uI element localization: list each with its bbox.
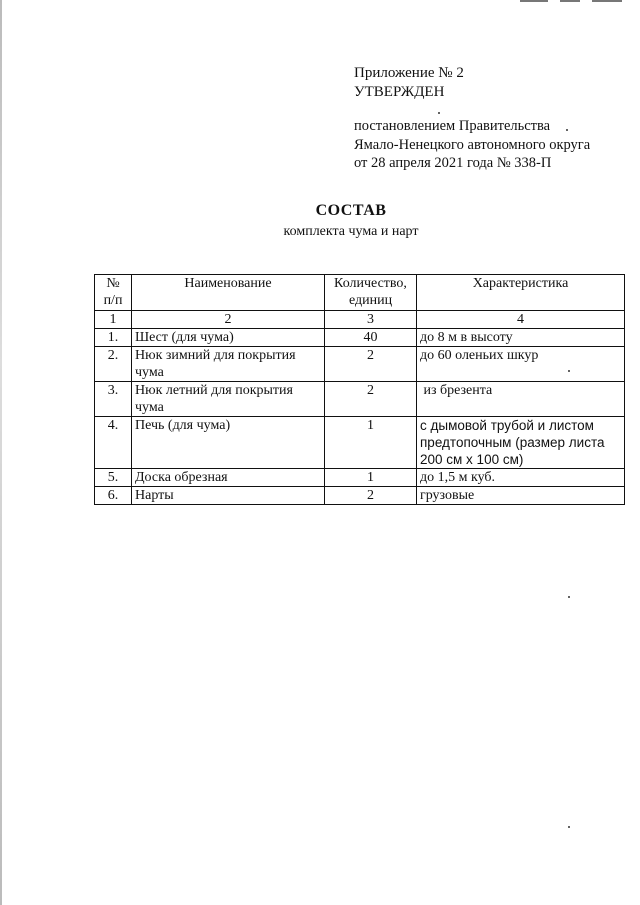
row-qty: 2 [325, 347, 417, 382]
row-name: Нарты [132, 487, 325, 505]
row-name: Нюк летний для покрытия чума [132, 382, 325, 417]
row-num: 5. [95, 469, 132, 487]
appendix-number: Приложение № 2 [354, 65, 464, 81]
column-index: 3 [325, 311, 417, 329]
row-num: 2. [95, 347, 132, 382]
row-qty: 1 [325, 417, 417, 469]
row-num: 3. [95, 382, 132, 417]
approval-line: от 28 апреля 2021 года № 338-П [354, 155, 552, 171]
row-num: 4. [95, 417, 132, 469]
row-name: Шест (для чума) [132, 329, 325, 347]
row-name: Доска обрезная [132, 469, 325, 487]
column-index: 2 [132, 311, 325, 329]
row-name: Печь (для чума) [132, 417, 325, 469]
table-row [95, 382, 625, 417]
row-qty: 40 [325, 329, 417, 347]
column-index: 4 [417, 311, 625, 329]
row-qty: 1 [325, 469, 417, 487]
table-row [95, 347, 625, 382]
row-num: 1. [95, 329, 132, 347]
column-index: 1 [95, 311, 132, 329]
row-qty: 2 [325, 382, 417, 417]
row-name: Нюк зимний для покрытия чума [132, 347, 325, 382]
approval-line: Ямало-Ненецкого автономного округа [354, 136, 591, 153]
row-characteristic: из брезента [417, 382, 625, 417]
scan-edge [0, 0, 2, 905]
scan-speck [568, 596, 570, 598]
row-characteristic: до 1,5 м куб. [417, 469, 625, 487]
row-characteristic: до 60 оленьих шкур [417, 347, 625, 382]
scan-artifact [520, 0, 548, 2]
column-index-row [95, 311, 625, 329]
row-characteristic: до 8 м в высоту [417, 329, 625, 347]
scan-speck [568, 826, 570, 828]
row-characteristic: грузовые [417, 487, 625, 505]
approval-basis [354, 117, 590, 173]
scan-artifact [560, 0, 580, 2]
header-num: № п/п [95, 275, 132, 311]
header-name: Наименование [132, 275, 325, 311]
approval-line: постановлением Правительства [354, 118, 551, 134]
row-num: 6. [95, 487, 132, 505]
header-characteristic: Характеристика [417, 275, 625, 311]
table-row [95, 469, 625, 487]
table-row [95, 487, 625, 505]
table-row [95, 417, 625, 469]
scan-artifact [592, 0, 622, 2]
kit-composition-table [94, 274, 625, 505]
header-qty: Количество, единиц [325, 275, 417, 311]
scan-speck [438, 112, 440, 114]
approved-label: УТВЕРЖДЕН [354, 84, 445, 100]
table-header-row [95, 275, 625, 311]
document-subtitle: комплекта чума и нарт [283, 224, 419, 239]
row-characteristic: с дымовой трубой и листом предтопочным (размер листа 200 см х 100 см) [417, 417, 625, 469]
document-title: СОСТАВ [315, 202, 387, 219]
table-row [95, 329, 625, 347]
appendix-header [354, 64, 464, 102]
row-qty: 2 [325, 487, 417, 505]
